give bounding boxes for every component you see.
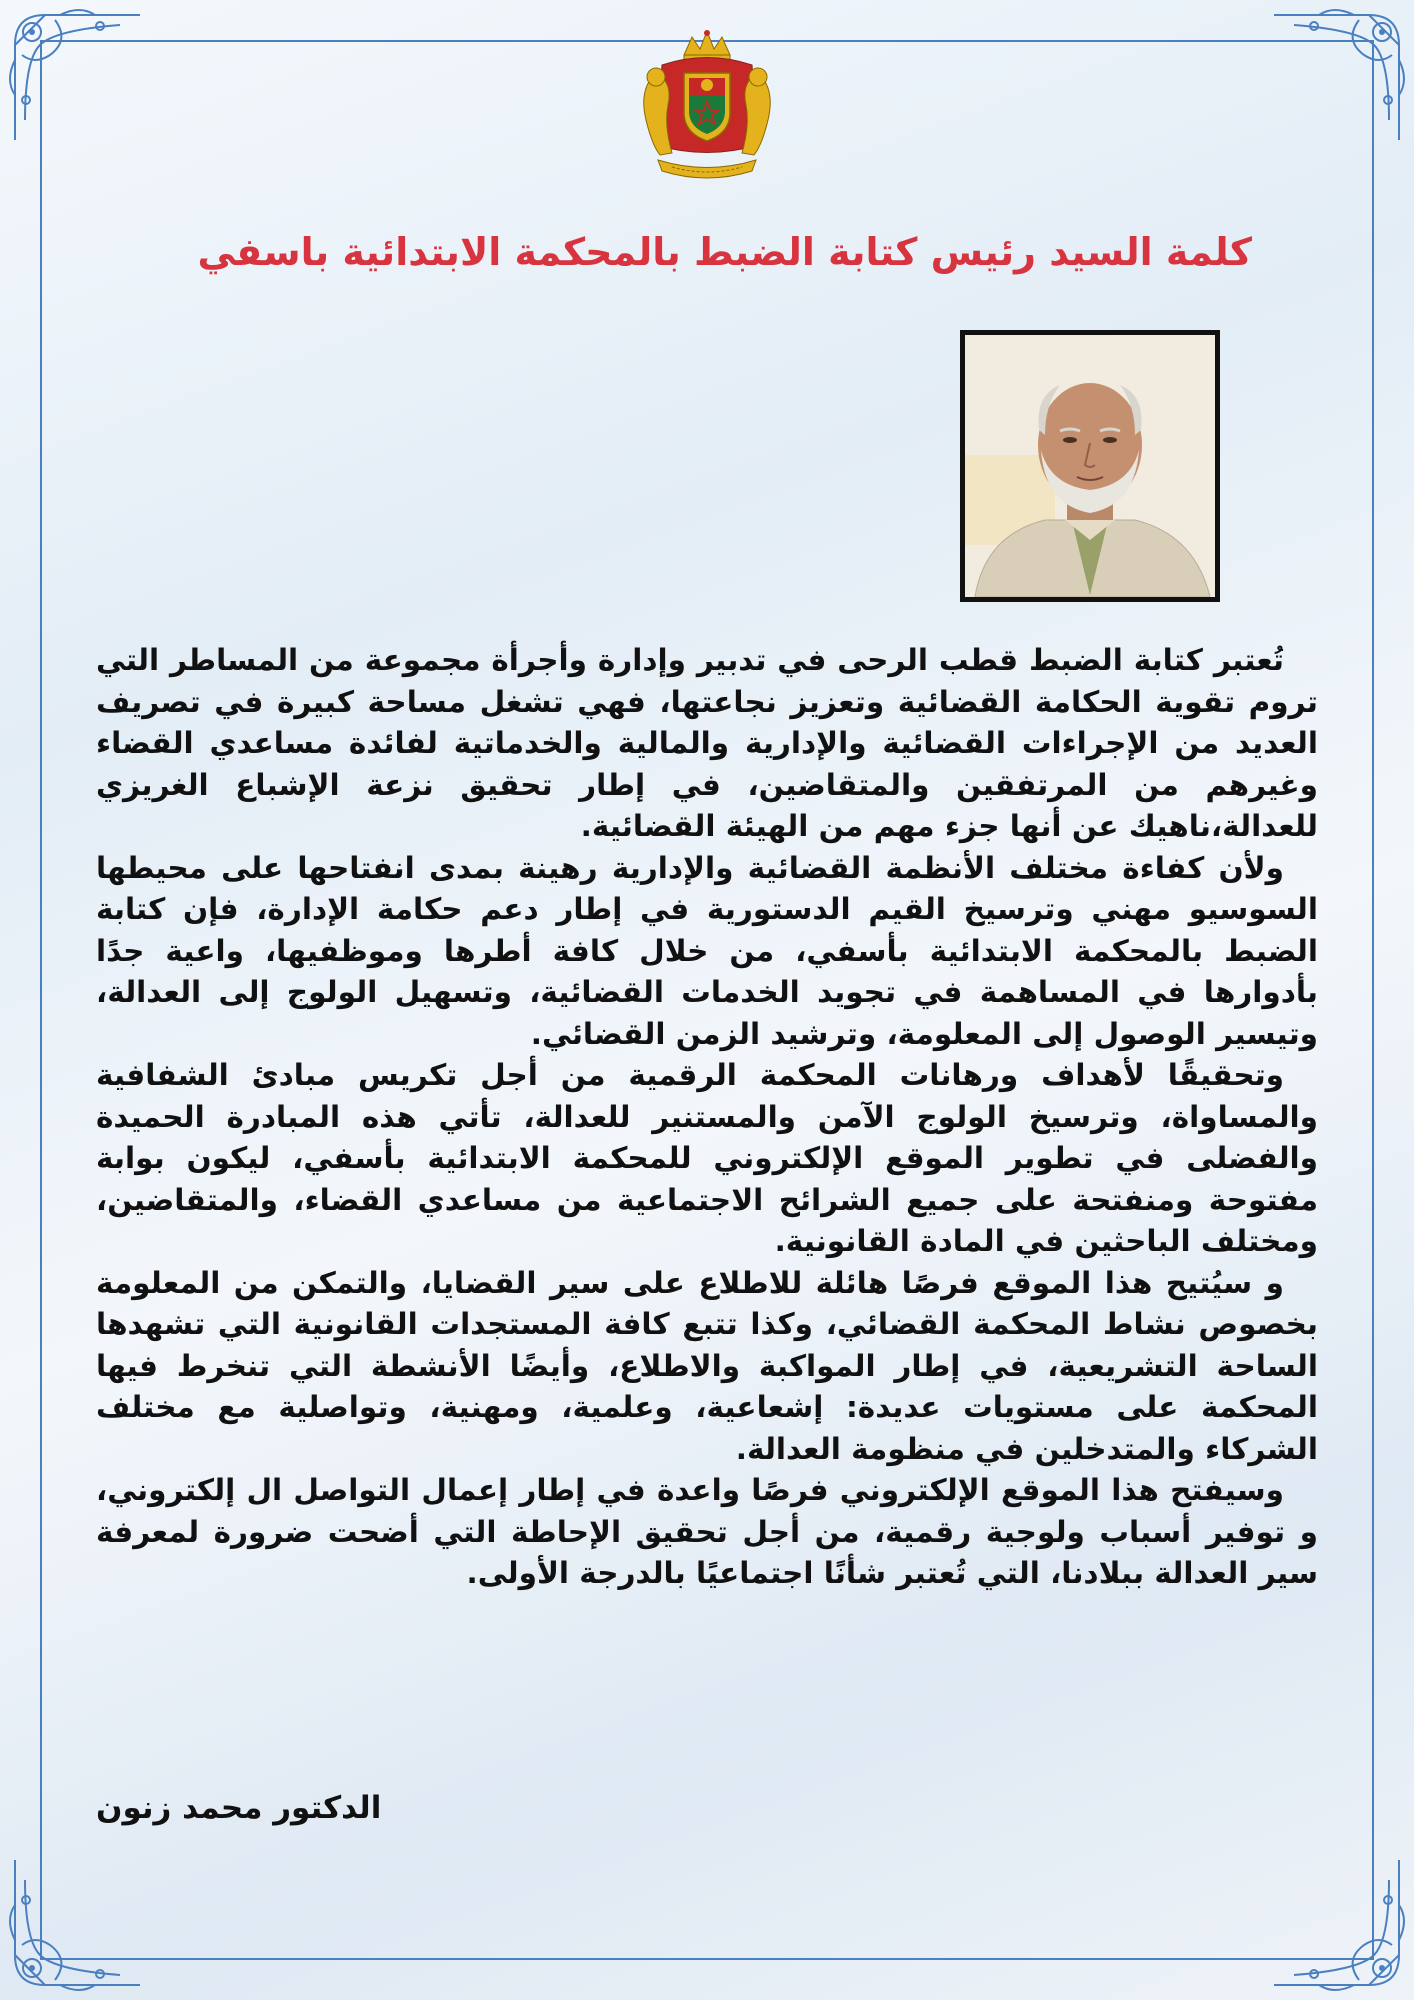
person-portrait-icon <box>965 335 1215 597</box>
corner-ornament-icon <box>1264 0 1414 150</box>
corner-ornament-icon <box>0 1850 150 2000</box>
paragraph: وتحقيقًا لأهداف ورهانات المحكمة الرقمية من أجل تكريس مبادئ الشفافية والمساواة، وترسيخ الولوج الآمن والمستنير للعدالة، تأتي هذه المبادرة الحميدة والفضلى في تطوير الموقع الإلكتروني للمحكمة الابتدائية بأسفي، ليكون بوابة مفتوحة ومنفتحة على جميع الشرائح الاجتماعية من مساعدي القضاء، والمتقاضين، ومختلف الباحثين في المادة القانونية. <box>96 1058 1318 1258</box>
paragraph: و سيُتيح هذا الموقع فرصًا هائلة للاطلاع على سير القضايا، والتمكن من المعلومة بخصوص نشاط المحكمة القضائي، وكذا تتبع كافة المستجدات القانونية التي تشهدها الساحة التشريعية، في إطار المواكبة والاطلاع، وأيضًا الأنشطة التي تنخرط فيها المحكمة على مستويات عديدة: إشعاعية، وعلمية، ومهنية، وتواصلية مع مختلف الشركاء والمتدخلين في منظومة العدالة. <box>96 1265 1318 1466</box>
paragraph: تُعتبر كتابة الضبط قطب الرحى في تدبير وإدارة وأجرأة مجموعة من المساطر التي تروم تقوية الحكامة القضائية وتعزيز نجاعتها، فهي تشغل مساحة كبيرة في تصريف العديد من الإجراءات القضائية والإدارية والمالية والخدماتية لفائدة مساعدي القضاء وغيرهم من المرتفقين والمتقاضين، في إطار تحقيق نزعة الإشباع الغريزي للعدالة،ناهيك عن أنها جزء مهم من الهيئة القضائية. <box>96 643 1318 843</box>
paragraph: ولأن كفاءة مختلف الأنظمة القضائية والإدارية رهينة بمدى انفتاحها على محيطها السوسيو مهني وترسيخ القيم الدستورية في إطار دعم حكامة الإدارة، فإن كتابة الضبط بالمحكمة الابتدائية بأسفي، من خلال كافة أطرها وموظفيها، واعية جدًا بأدوارها في المساهمة في تجويد الخدمات القضائية، وتسهيل الولوج إلى العدالة، وتيسير الوصول إلى المعلومة، وترشيد الزمن القضائي. <box>96 850 1318 1051</box>
corner-ornament-icon <box>0 0 150 150</box>
royal-coat-of-arms-icon <box>632 25 782 185</box>
paragraph: وسيفتح هذا الموقع الإلكتروني فرصًا واعدة في إطار إعمال التواصل ال إلكتروني، و توفير أسباب ولوجية رقمية، من أجل تحقيق الإحاطة التي أضحت ضرورة لمعرفة سير العدالة ببلادنا، التي تُعتبر شأنًا اجتماعيًا بالدرجة الأولى. <box>96 1473 1318 1590</box>
page-title: كلمة السيد رئيس كتابة الضبط بالمحكمة الابتدائية باسفي <box>197 230 1252 274</box>
corner-ornament-icon <box>1264 1850 1414 2000</box>
letter-body <box>96 640 1318 1595</box>
signature: الدكتور محمد زنون <box>96 1790 382 1826</box>
portrait-photo <box>960 330 1220 602</box>
